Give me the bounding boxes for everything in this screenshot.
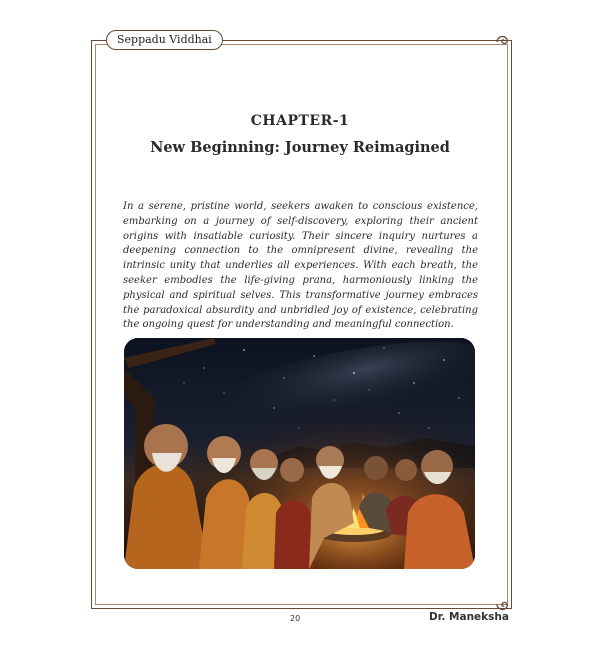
- corner-scroll-ornament-bottom-right: [495, 596, 511, 612]
- chapter-title: New Beginning: Journey Reimagined: [150, 139, 450, 156]
- corner-scroll-ornament-top-right: [495, 34, 511, 50]
- page-number: 20: [290, 614, 301, 623]
- book-title-tab: Seppadu Viddhai: [106, 30, 223, 50]
- body-paragraph: In a serene, pristine world, seekers awaken to conscious existence, embarking on a journey of self-discovery, exploring their ancient origins with insatiable curiosity. Their sincere inquiry nurtures a deepening connection to the omnipresent divine, revealing the intrinsic unity that underlies all experiences. With each breath, the seeker embodies the life-giving prana, harmoniously linking the physical and spiritual selves. This transformative journey embraces the paradoxical absurdity and unbridled joy of existence, celebrating the ongoing quest for understanding and meaningful connection.: [123, 201, 478, 331]
- chapter-label: CHAPTER-1: [250, 113, 350, 129]
- author-name: Dr. Maneksha: [429, 611, 509, 623]
- campfire-illustration: [124, 338, 475, 569]
